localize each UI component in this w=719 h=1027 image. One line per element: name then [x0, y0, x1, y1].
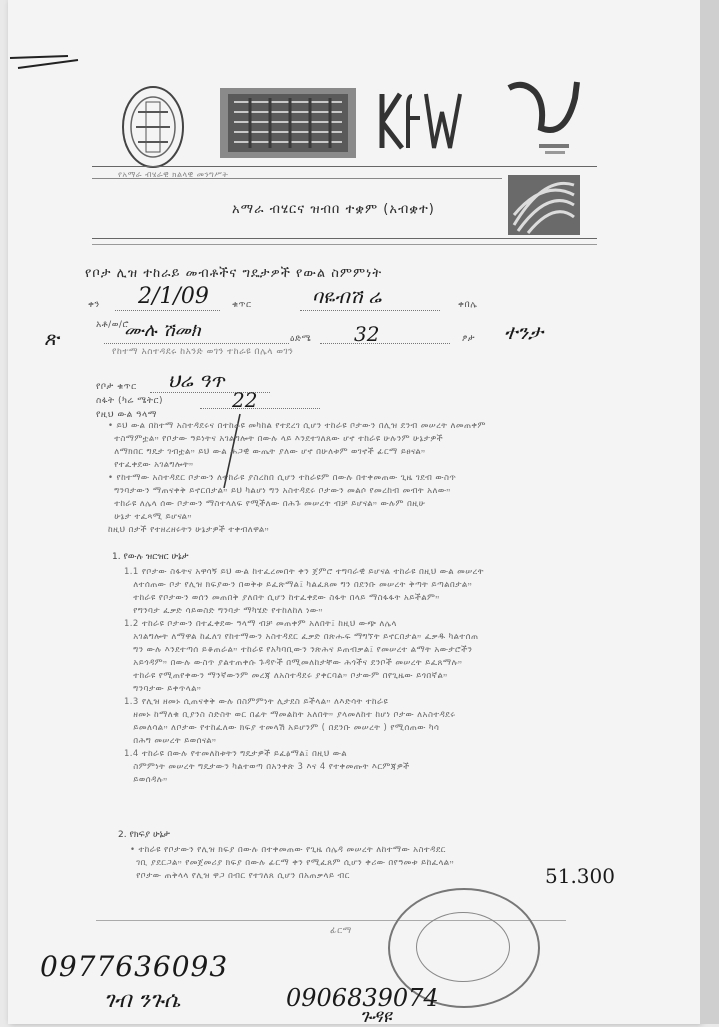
intro-label: የዚህ ውል ዓላማ [96, 410, 157, 420]
number-value: ባዬብሽ ሬ [312, 286, 382, 308]
emblem-logo [118, 82, 188, 172]
age-label: ዕድሜ [290, 334, 312, 344]
item-1: 1.1 የቦታው ስፋትና አዋሳኝ ይህ ውል ከተፈረመበት ቀን ጀምሮ ተግባራዊ ይሆናል [124, 567, 391, 577]
kebele-label: ቀበሌ [458, 300, 478, 310]
item-4: 1.4 ተከራዩ በውሉ የተመለከቱትን ግዴታዎች ይፈፅማል [124, 749, 306, 759]
age-line [320, 343, 450, 344]
date-value: 2/1/09 [138, 284, 209, 309]
section1-title: 1. የውሉ ዝርዝር ሁኔታ [112, 552, 189, 562]
name-line [104, 343, 289, 344]
number-label: ቁጥር [232, 300, 252, 310]
swirl-logo [505, 78, 581, 158]
footer-label: ፊርማ [330, 926, 352, 936]
plot-label: የቦታ ቁጥር [96, 382, 137, 392]
section2-paragraph: • ተከራዩ የቦታውን የሊዝ ክፍያ በውሉ በተቀመጠው የጊዜ ሰሌዳ መሠረት ለከተማው አስተዳደር ገቢ ያደርጋል። የመጀመሪያ ክፍያ በውሉ ፊርማ ቀን የሚፈጸም ሲሆን ቀሪው በየዓመቱ ይከፈላል። የቦታው ጠቅላላ የሊዝ ዋጋ በብር የተገለጸ ሲሆን በአጠቃላይ ብር [130, 845, 454, 881]
phone-number-2: 0906839074 [286, 984, 439, 1012]
item-2: 1.2 ተከራዩ ቦታውን በተፈቀደው ዓላማ ብቻ መጠቀም አለበት [124, 619, 332, 629]
person-name: ሙሉ ሽመክ [124, 320, 201, 341]
sex-label: ፆታ [462, 334, 476, 344]
name-prefix: አቶ/ወ/ሮ [96, 320, 129, 330]
area-line [200, 408, 320, 409]
intro-paragraph: • ይህ ውል በከተማ አስተዳደሩና በተከራዩ መካከል የተደረገ ሲሆን ተከራዩ ቦታውን በሊዝ ደንብ መሠረት ለመጠቀም ተስማምቷል። የቦታው ዓይነትና አገልግሎት በውሉ ላይ እንደተገለጸው ሆኖ ተከራዩ ሁሉንም ሁኔታዎች ለማክበር ግዴታ ገብቷል። ይህ ውል ሕጋዊ ውጤት ያለው ሆኖ በሁለቱም ወገኖች ፊርማ ይፀናል። የተፈቀደው አገልግሎት። • የከተማው አስተዳደር ቦታውን ለተከራዩ ያስረከበ ሲሆን ተከራዩም በውሉ በተቀመጠው ጊዜ ገደብ ውስጥ ግንባታውን ማጠናቀቅ ይኖርበታል። ይህ ካልሆነ ግን አስተዳደሩ ቦታውን መልሶ የመረከብ መብት አለው። ተከራዩ ለሌላ ሰው ቦታውን ማስተላለፍ የሚችለው በሕጉ መሠረት ብቻ ይሆናል። ውሉም በዚሁ ሁኔታ ተፈጻሚ ይሆናል። ከዚህ በታች የተዘረዘሩትን ሁኔታዎች ተቀብለዋል። [108, 421, 486, 535]
date-line [115, 310, 220, 311]
section1-paragraph: 1.1 የቦታው ስፋትና አዋሳኝ ይህ ውል ከተፈረመበት ቀን ጀምሮ ተግባራዊ ይሆናል ተከራዩ በዚህ ውል መሠረት ለተሰጠው ቦታ የሊዝ ክፍያውን በወቅቱ ይፈጽማል፤ ካልፈጸመ ግን በደንቡ መሠረት ቅጣት ይጣልበታል። ተከራዩ የቦታውን ወሰን መጠበቅ ያለበት ሲሆን ከተፈቀደው ስፋት በላይ ማስፋፋት አይችልም። የግንባታ ፈቃድ ሳይወስድ ግንባታ ማካሄድ የተከለከለ ነው። 1.2 ተከራዩ ቦታውን በተፈቀደው ዓላማ ብቻ መጠቀም አለበት፤ ከዚህ ውጭ ለሌላ አገልግሎት ለማዋል ከፈለገ የከተማውን አስተዳደር ፈቃድ በጽሑፍ ማግኘት ይኖርበታል። ፈቃዱ ካልተሰጠ ግን ውሉ እንደተጣሰ ይቆጠራል። ተከራዩ የአካባቢውን ንጽሕና ይጠብቃል፤ የመሠረተ ልማት አውታሮችን አይጎዳም። በውሉ ውስጥ ያልተጠቀሱ ጉዳዮች በሚመለከታቸው ሕጎችና ደንቦች መሠረት ይፈጸማሉ። ተከራዩ የሚጠየቀውን ማንኛውንም መረጃ ለአስተዳደሩ ያቀርባል። ቦታውም በየጊዜው ይጎበኛል። ግንባታው ይቀጥላል። 1.3 የሊዝ ዘመኑ ሲጠናቀቅ ውሉ በስምምነት ሊታደስ ይችላል። ለእድሳት ተከራዩ ዘመኑ ከማለቁ ቢያንስ ስድስት ወር በፊት ማመልከት አለበት። ያላመለከተ ከሆነ ቦታው ለአስተዳደሩ ይመለሳል። ለቦታው የተከፈለው ክፍያ ተመላሽ አይሆንም ( በደንቡ መሠረት ) የሚሰጠው ካሳ በሕግ መሠረት ይወሰናል። 1.4 ተከራዩ በውሉ የተመለከቱትን ግዴታዎች ይፈፅማል፤ በዚህ ውል ስምምነት መሠረት ግዴታውን ካልተወጣ በአንቀጽ 3 እና 4 የተቀመጡት እርምጃዎች ይወሰዳሉ። [124, 567, 484, 785]
section2-title: 2. የክፍያ ሁኔታ [118, 830, 170, 840]
header-rule-bottom [92, 238, 597, 239]
handwritten-name-1: ገብ ንጉሴ [104, 988, 181, 1013]
sex-value: ተንታ [504, 320, 543, 344]
area-value: 22 [232, 388, 258, 412]
sign-mark: ጽ [44, 326, 59, 350]
header-rule-bottom-2 [92, 244, 597, 245]
authority-name: የአማራ ብሄራዊ ክልላዊ መንግሥት [118, 170, 229, 179]
plot-value: ህሬ ዓጥ [168, 370, 225, 392]
age-value: 32 [354, 322, 380, 346]
phone-number-1: 0977636093 [40, 950, 229, 983]
building-logo [220, 88, 356, 158]
area-label: ስፋት (ካሬ ሜትር) [96, 396, 163, 406]
contract-title: የቦታ ሊዝ ተከራይ መብቶችና ግዴታዎች የውል ስምምነት [85, 266, 383, 281]
page-edge [700, 0, 719, 1024]
sub-line: የከተማ አስተዳደሩ ከአንድ ወገን ተከራዩ በሌላ ወገን [112, 347, 294, 357]
pen-mark [8, 40, 88, 80]
office-line: አማራ ብሄርና ዝብበ ተቋም (አብቋተ) [232, 202, 435, 217]
payment-amount: 51.300 [545, 864, 615, 888]
number-line [300, 310, 440, 311]
header-rule-top [92, 166, 597, 167]
item-3: 1.3 የሊዝ ዘመኑ ሲጠናቀቅ ውሉ በስምምነት ሊታደስ ይችላል [124, 697, 327, 707]
stamp-inner-ring [416, 912, 510, 982]
date-label: ቀን [88, 300, 100, 310]
kfw-logo [376, 86, 466, 156]
pattern-logo [508, 175, 580, 235]
handwritten-name-2: ጉዳዩ [360, 1006, 392, 1027]
